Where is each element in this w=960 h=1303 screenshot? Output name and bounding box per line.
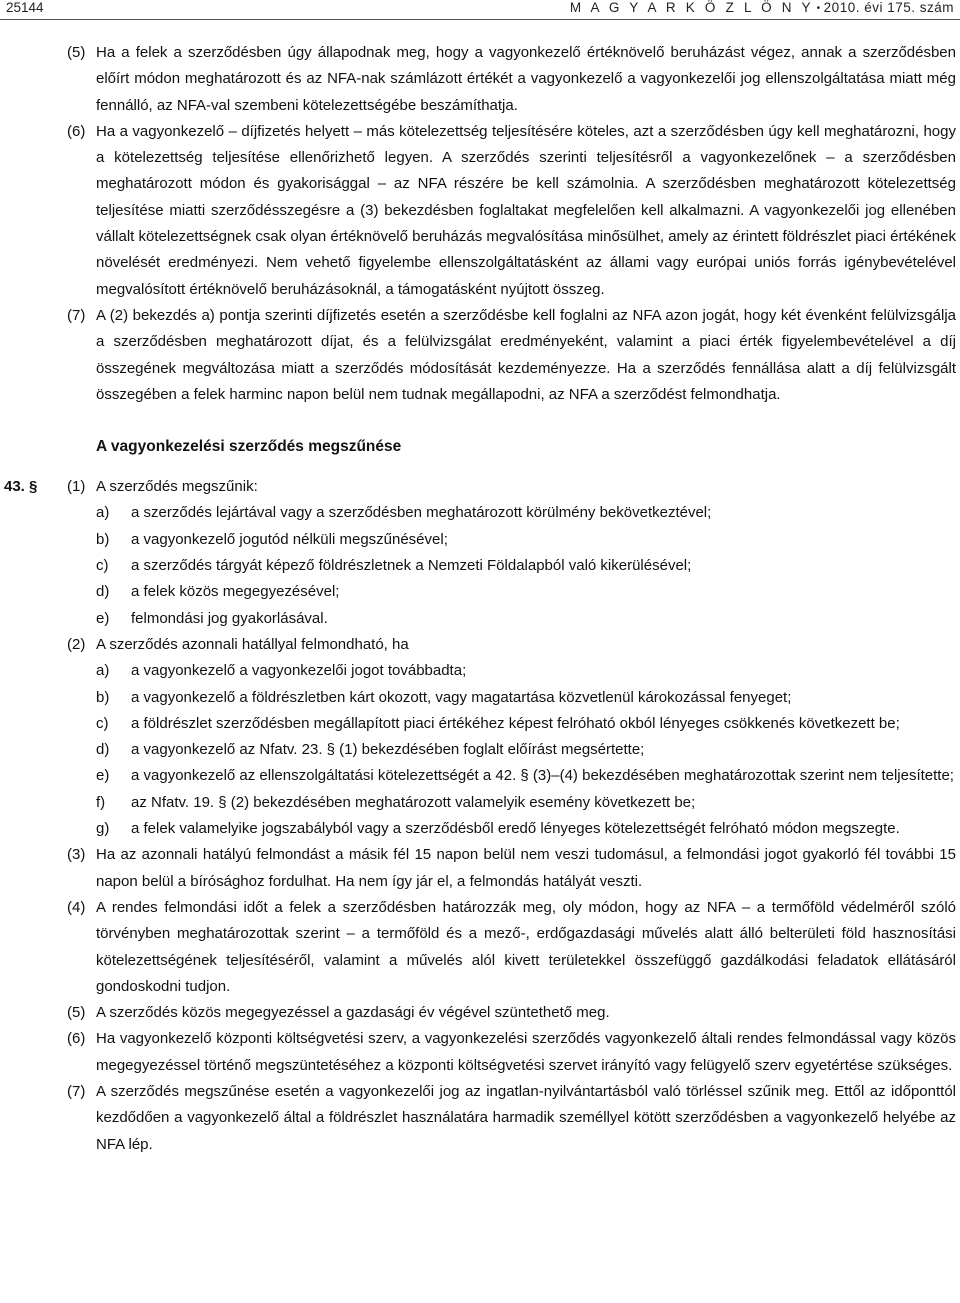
paragraph-text: A szerződés azonnali hatállyal felmondható, ha	[96, 635, 409, 653]
section-43-paragraph-5	[0, 1000, 960, 1026]
page-number: 25144	[6, 0, 44, 15]
item-letter: a)	[96, 504, 110, 522]
section-43-paragraph-2	[0, 632, 960, 658]
item-text: az Nfatv. 19. § (2) bekezdésében meghatározott valamelyik esemény következett be;	[131, 793, 696, 811]
item-letter: c)	[96, 557, 109, 575]
item-text: a vagyonkezelő az Nfatv. 23. § (1) bekezdésében foglalt előírást megsértette;	[131, 741, 645, 759]
paragraph-number: (5)	[67, 44, 86, 61]
item-text: a vagyonkezelő az ellenszolgáltatási kötelezettségét a 42. § (3)–(4) bekezdésében meghatározottak szerint nem teljesítette;	[131, 767, 954, 785]
page-header	[0, 0, 960, 18]
list-item	[0, 790, 960, 816]
list-item	[0, 711, 960, 737]
publication-title: M A G Y A R K Ö Z L Ö N Y	[569, 0, 814, 15]
paragraph-number: (6)	[67, 122, 86, 140]
item-text: a földrészlet szerződésben megállapított piaci értékéhez képest felróható okból lényeges csökkenés következett be;	[131, 714, 900, 732]
section-heading: A vagyonkezelési szerződés megszűnése	[96, 438, 402, 456]
item-text: felmondási jog gyakorlásával.	[131, 609, 328, 627]
paragraph-text: A rendes felmondási időt a felek a szerződésben határozzák meg, oly módon, hogy az NFA – a termőföld védelméről szóló törvényben meghatározottak szerint – a termőföld és a mező-, erdőgazdasági művelés alatt álló belterületi föld hasznosítási kötelezettségének teljesítéséről, valamint a művelés alól kivett területekkel összefüggő gazdálkodási feladatok ellátásáról gondoskodni tudjon.	[96, 898, 956, 995]
section-label: 43. §	[4, 478, 38, 496]
item-letter: b)	[96, 530, 110, 548]
paragraph-text: A szerződés megszűnése esetén a vagyonkezelői jog az ingatlan-nyilvántartásból való törléssel szűnik meg. Ettől az időponttól kezdődően a vagyonkezelő által a földrészlet használatára harmadik személlyel kötött szerződésben a vagyonkezelő helyébe az NFA lép.	[96, 1082, 956, 1153]
list-item	[0, 685, 960, 711]
list-item	[0, 606, 960, 632]
section-43-paragraph-1	[0, 474, 960, 500]
paragraph-number: (7)	[67, 1082, 86, 1100]
item-text: a felek közös megegyezésével;	[131, 583, 340, 601]
paragraph-text: A szerződés közös megegyezéssel a gazdasági év végével szüntethető meg.	[96, 1004, 610, 1022]
paragraph-text: Ha vagyonkezelő központi költségvetési szerv, a vagyonkezelési szerződés vagyonkezelő általi rendes felmondással vagy közös megegyezéssel történő megszüntetéséhez a központi költségvetési szervet irányító vagy felügyelő szerv egyetértése szükséges.	[96, 1030, 956, 1074]
item-letter: a)	[96, 662, 110, 680]
paragraph-text: A szerződés megszűnik:	[96, 478, 258, 496]
paragraph-number: (6)	[67, 1030, 86, 1048]
paragraph-text: A (2) bekezdés a) pontja szerinti díjfizetés esetén a szerződésbe kell foglalni az NFA azon jogát, hogy két évenként felülvizsgálja a szerződésben meghatározott díjat, és a felülvizsgálat eredményeként, valamint a piaci érték figyelembevételével a díj összegének megváltozása miatt a szerződés módosítását kezdeményezze. Ha a szerződés fennállása alatt a díj felülvizsgált összegében a felek harminc napon belül nem tudnak megállapodni, az NFA a szerződést felmondhatja.	[96, 306, 956, 403]
item-text: a vagyonkezelő a vagyonkezelői jogot továbbadta;	[131, 662, 467, 680]
list-item	[0, 579, 960, 605]
paragraph-number: (1)	[67, 478, 86, 496]
paragraph-6	[0, 119, 960, 303]
item-text: a vagyonkezelő a földrészletben kárt okozott, vagy magatartása közvetlenül károkozással fenyeget;	[131, 688, 792, 706]
paragraph-text: Ha a felek a szerződésben úgy állapodnak meg, hogy a vagyonkezelő értéknövelő beruházást végez, annak a szerződésben előírt módon meghatározott és az NFA-nak számlázott értékét a vagyonkezelő a vagyonkezelői jog ellenszolgáltatása miatt még fennálló, az NFA-val szembeni kötelezettségébe beszámíthatja.	[96, 44, 956, 114]
item-letter: b)	[96, 688, 110, 706]
header-rule	[0, 19, 960, 20]
paragraph-text: Ha az azonnali hatályú felmondást a másik fél 15 napon belül nem veszi tudomásul, a felmondási jogot gyakorló fél további 15 napon belül a bírósághoz fordulhat. Ha nem így jár el, a felmondás hatályát veszti.	[96, 846, 956, 890]
section-43-paragraph-3	[0, 842, 960, 895]
list-item	[0, 763, 960, 789]
paragraph-text: Ha a vagyonkezelő – díjfizetés helyett – más kötelezettség teljesítésére köteles, azt a szerződésben úgy kell meghatározni, hogy a kötelezettség teljesítése ellenőrizhető legyen. A szerződés szerinti teljesítésről a vagyonkezelőnek – a szerződésben meghatározott módon és gyakorisággal – az NFA részére be kell számolnia. A szerződésben meghatározott kötelezettség teljesítése miatti szerződésszegésre a (3) bekezdésben foglaltakat megfelelően kell alkalmazni. A vagyonkezelői jog ellenében vállalt kötelezettségnek csak olyan értéknövelő beruházás megvalósítása minősülhet, amely az érintett földrészlet piaci értékének növelését eredményezi. Nem vehető figyelembe ellenszolgáltatásként az állami vagy európai uniós forrás igénybevételével megvalósított értéknövelő beruházásoknál, a támogatásként nyújtott összeg.	[96, 122, 956, 298]
bullet-separator: •	[816, 3, 821, 14]
item-letter: d)	[96, 583, 110, 601]
paragraph-number: (2)	[67, 635, 86, 653]
item-text: a szerződés lejártával vagy a szerződésben meghatározott körülmény bekövetkeztével;	[131, 504, 712, 522]
item-text: a szerződés tárgyát képező földrészletnek a Nemzeti Földalapból való kikerülésével;	[131, 557, 692, 575]
paragraph-number: (5)	[67, 1004, 86, 1022]
item-text: a vagyonkezelő jogutód nélküli megszűnésével;	[131, 530, 448, 548]
section-43-paragraph-7	[0, 1079, 960, 1158]
paragraph-number: (3)	[67, 846, 86, 864]
list-item	[0, 553, 960, 579]
paragraph-number: (4)	[67, 898, 86, 916]
list-item	[0, 658, 960, 684]
list-item	[0, 527, 960, 553]
paragraph-5	[0, 40, 960, 119]
item-text: a felek valamelyike jogszabályból vagy a szerződésből eredő lényeges kötelezettségét felróható módon megszegte.	[131, 820, 900, 838]
list-item	[0, 737, 960, 763]
item-letter: f)	[96, 793, 106, 811]
paragraph-7	[0, 303, 960, 408]
list-item	[0, 500, 960, 526]
list-item	[0, 816, 960, 842]
item-letter: d)	[96, 741, 110, 759]
item-letter: g)	[96, 820, 110, 838]
item-letter: c)	[96, 714, 109, 732]
running-title	[570, 0, 954, 15]
item-letter: e)	[96, 767, 110, 785]
issue-label: 2010. évi 175. szám	[823, 0, 954, 15]
paragraph-number: (7)	[67, 306, 86, 324]
section-43-paragraph-4	[0, 895, 960, 1000]
section-43-paragraph-6	[0, 1026, 960, 1079]
item-letter: e)	[96, 609, 110, 627]
page-body	[0, 40, 960, 1158]
